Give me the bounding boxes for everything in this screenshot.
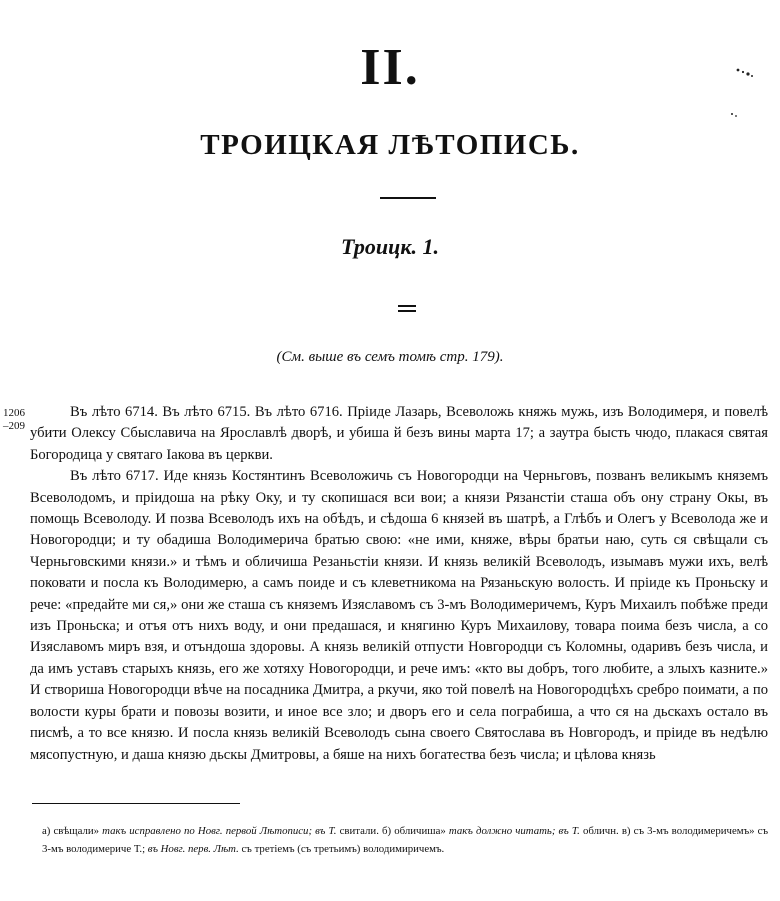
footnote-b-original: обличн. (582, 825, 619, 837)
footnote-v-note: въ Новг. перв. Лѣт. (147, 843, 239, 855)
ink-specks (730, 62, 770, 122)
chronicle-text (30, 402, 768, 766)
footnotes (42, 822, 768, 858)
footnote-a-marker: а) свѣщали» (42, 825, 100, 837)
footnote-line (42, 822, 768, 858)
footnote-v-original: съ третіемъ (съ третьимъ) володимиричемъ. (241, 843, 445, 855)
page-subtitle: Троицк. 1. (340, 234, 439, 259)
cross-reference: (См. выше въ семъ томѣ стр. 179). (276, 349, 504, 365)
margin-year-end: –209 (3, 420, 25, 432)
footnote-v-marker: в) съ 3-мъ володимеричемъ» съ 3-мъ володимериче Т.; (42, 825, 769, 855)
double-rule-divider (398, 305, 416, 315)
margin-year-start: 1206 (3, 407, 25, 419)
footnote-b-note: такъ должно читать; въ Т. (448, 825, 580, 837)
footnote-b-marker: б) обличиша» (382, 825, 446, 837)
footnote-a-note: такъ исправлено по Новг. первой Лѣтописи; въ Т. (102, 825, 337, 837)
paragraph-6717: Въ лѣто 6717. Иде князь Костянтинъ Всеволожичь съ Новогородци на Черньговъ, позванъ великымъ княземъ Всеволодомъ, и пріидоша на рѣку Оку, и ту скопишася вси вои; а князи Рязанстіи сташа объ ону страну Окы, въ помощь Всеволоду. И позва Всеволодъ ихъ на обѣдъ, и сѣдоша 6 князей въ шатрѣ, а Глѣбъ и Олегъ у Всеволода же и Новогородци; и ту обадиша Володимерича братью свою: «не ими, княже, вѣры братьи наю, суть ся свѣщали съ Черньговскими князи.» и тѣмъ и обличиша Резаньстіи князи. И князь великій Всеволодъ, изымавъ мужи ихъ, велѣ поковати и посла къ Володимерю, а самъ поиде и съ клеветникома на Рязаньскую волость. И пріиде къ Проньску и рече: «предайте ми ся,» они же сташа съ княземъ Изяславомъ съ 3-мъ Володимеричемъ, Куръ Михаилъ побѣже преди изъ Проньска; и отъя отъ нихъ воду, и они предашася, и княгиню Куръ Михаилову, товара поима безъ числа, а со Изяславомъ миръ взя, и отъндоша здоровы. А князь великій отпусти Новгородци съ Коломны, одаривъ безъ числа, и да имъ уставъ старыхъ князь, его же хотяху Новогородци, и рече имъ: «кто вы добръ, того любите, а злыхъ казните.» И створиша Новогородци вѣче на посадника Дмитра, а ркучи, яко той повелѣ на Новогородцѣхъ сребро поимати, а по волости куры брати и повозы возити, и иное все зло; и дворъ его и села пограбиша, а что ся на дьскахъ остало въ писмѣ, а то все князю. И посла князь великій Всеволодъ сына своего Святослава въ Новгородъ, и пріиде въ недѣлю мясопустную, и даша князю дьскы Дмитровы, а бяше на нихъ богатества безъ числа; и цѣлова князь (30, 468, 768, 763)
page-title: ТРОИЦКАЯ ЛѢТОПИСЬ. (200, 129, 580, 161)
section-numeral: II. (360, 39, 420, 96)
paragraph-6714: Въ лѣто 6714. Въ лѣто 6715. Въ лѣто 6716. Пріиде Лазарь, Всеволожь княжь мужь, изъ Володимеря, и повелѣ убити Олексу Сбыславича на Ярославлѣ дворѣ, и убиша й безъ вины марта 17; а заутра бысть чюдо, плакася святая Богородица у святаго Іакова въ церкви. (30, 404, 768, 463)
footnote-divider (32, 803, 240, 804)
title-divider (380, 197, 436, 199)
footnote-a-original: свитали. (339, 825, 379, 837)
